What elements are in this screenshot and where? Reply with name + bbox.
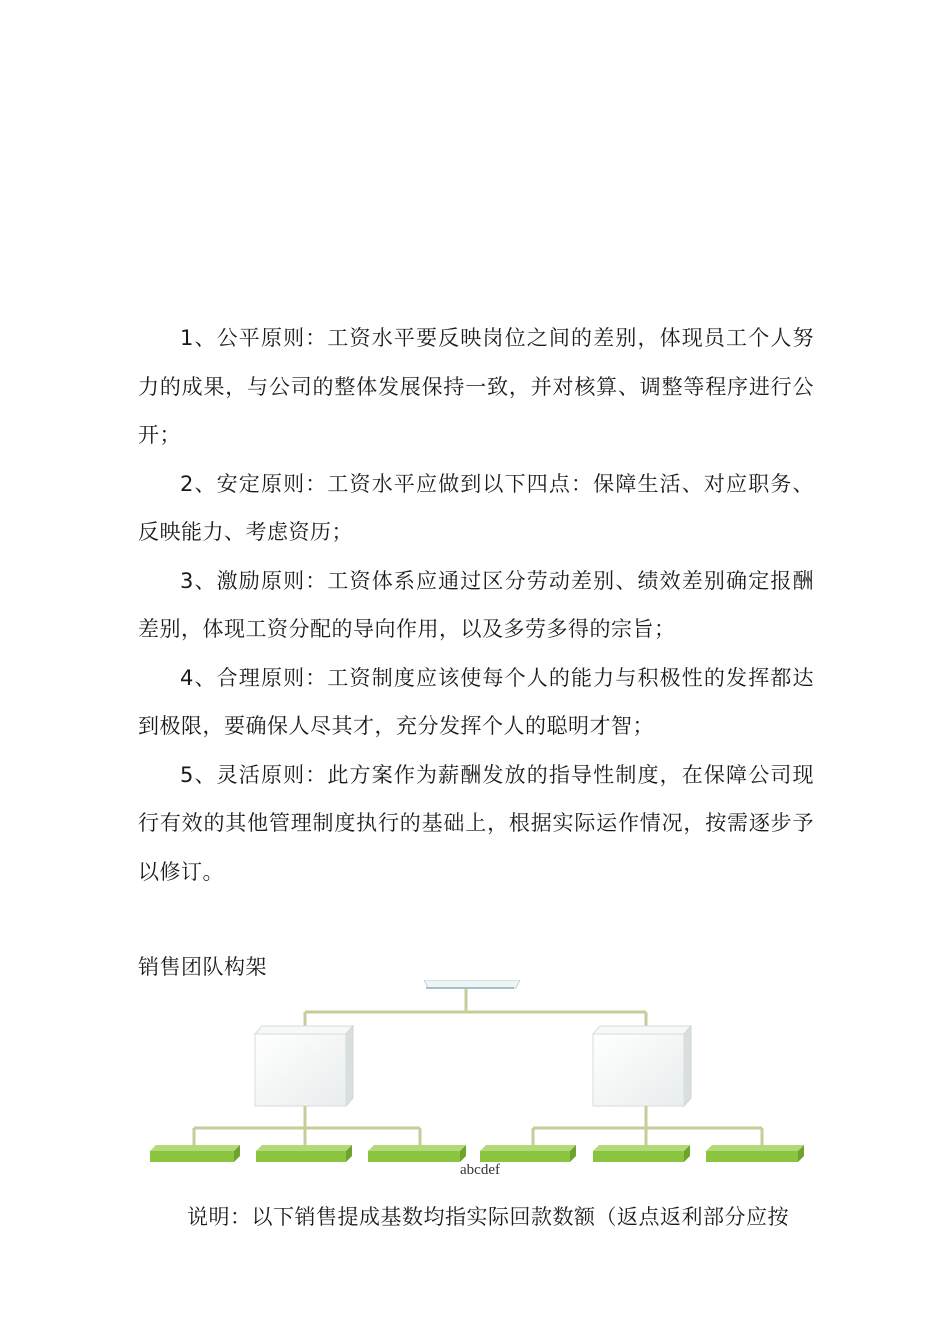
org-node-manager-left	[255, 1026, 353, 1106]
org-chart-caption: abcdef	[460, 1162, 500, 1178]
org-node-top	[424, 980, 520, 988]
sales-team-org-chart	[150, 980, 810, 1162]
org-leaf-2	[256, 1145, 352, 1162]
org-leaf-6	[706, 1145, 804, 1162]
note-text: 说明：以下销售提成基数均指实际回款数额（返点返利部分应按	[187, 1205, 789, 1229]
org-leaf-5	[593, 1145, 690, 1162]
principle-incentive: 3、激励原则：工资体系应通过区分劳动差别、绩效差别确定报酬差别，体现工资分配的导向作用，以及多劳多得的宗旨；	[138, 568, 814, 641]
org-connectors-bottom	[194, 1106, 762, 1146]
principle-flexibility: 5、灵活原则：此方案作为薪酬发放的指导性制度，在保障公司现行有效的其他管理制度执行的基础上，根据实际运作情况，按需逐步予以修订。	[138, 762, 814, 884]
section-title: 销售团队构架	[138, 955, 267, 979]
org-connectors-top	[305, 989, 646, 1026]
principles-section	[138, 314, 814, 896]
principle-rationality: 4、合理原则：工资制度应该使每个人的能力与积极性的发挥都达到极限，要确保人尽其才，充分发挥个人的聪明才智；	[138, 665, 814, 738]
principle-fairness: 1、公平原则：工资水平要反映岗位之间的差别，体现员工个人努力的成果，与公司的整体发展保持一致，并对核算、调整等程序进行公开；	[138, 326, 814, 447]
org-node-manager-right	[593, 1026, 691, 1106]
principle-stability: 2、安定原则：工资水平应做到以下四点：保障生活、对应职务、反映能力、考虑资历；	[138, 471, 814, 544]
org-leaf-1	[150, 1145, 240, 1162]
